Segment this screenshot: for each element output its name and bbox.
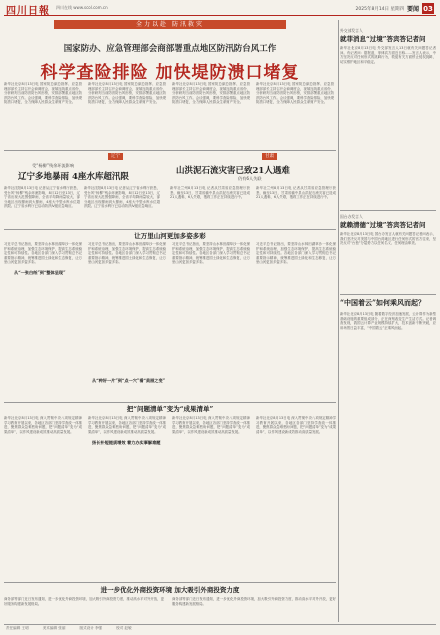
- footer-item: 校对 赵敏: [116, 626, 132, 630]
- lead-body-col-2: 新华社北京8月13日电 国家防总副总指挥、应急管理部部长主持召开会商调度会，视频连线重点省份，分析研判当前防汛防台风形势，安排部署重点地区防汛防台风工作。会议强调，要科学查险排险，加快堤防溃口堵复，全力保障人民群众生命财产安全。: [88, 82, 166, 105]
- article3-body-col-2: 新华社北京8月13日电 深入贯彻中央八项规定精神学习教育开展以来，各地区各部门坚持学查改一体推进，聚焦群众急难愁盼问题，把“问题清单”变为“成果清单”，以作风建设新成效推动高质量发展。: [88, 416, 166, 434]
- lead-body-col-3: 新华社北京8月13日电 国家防总副总指挥、应急管理部部长主持召开会商调度会，视频连线重点省份，分析研判当前防汛防台风形势，安排部署重点地区防汛防台风工作。会议强调，要科学查险排险，加快堤防溃口堵复，全力保障人民群众生命财产安全。: [172, 82, 250, 105]
- gansu-tag: 甘肃: [262, 153, 277, 160]
- right-article2-body: 新华社北京8月13日电 国台办发言人就有关问题答记者问表示，我们坚决反对美国与中国台湾地区进行任何形式的官方往来，坚决反对“台独”分裂势力以任何名义、任何理由窜美。: [340, 232, 436, 246]
- right-article2-title: 就赖清德“过境”答宾答记者问: [340, 221, 426, 229]
- article2-subtitle-1: 从“一张白纸”到“整体呈现”: [14, 270, 66, 275]
- liaoning-tag: 辽宁: [108, 153, 123, 160]
- divider: [4, 150, 336, 151]
- article2-body-col-1: 习近平总书记指出，要坚持山水林田湖草沙一体化保护和系统治理，加强生态环境保护，提高生态系统稳定性和可持续性。各地区各部门深入学习贯彻总书记重要指示精神，统筹推进国土绿化和生态修复，让万里山河更加多姿多彩。: [4, 242, 82, 265]
- divider: [4, 402, 336, 403]
- lead-headline: 科学查险排险 加快堤防溃口堵复: [40, 63, 300, 83]
- article2-subtitle-2: 从“种好一片”到“点一穴”看“美丽之变”: [92, 378, 166, 383]
- gansu-title: 山洪泥石流灾害已致21人遇难: [176, 166, 290, 176]
- section-name: 要闻: [406, 6, 419, 13]
- article4-title: 进一步优化外商投资环境 加大吸引外商投资力度: [100, 586, 240, 594]
- header-right: [356, 3, 435, 14]
- divider: [4, 582, 336, 583]
- liaoning-title: 辽宁多地暴雨 4座水库超汛限: [18, 172, 129, 182]
- article3-title: 把“问题清单”变为“成果清单”: [126, 405, 214, 413]
- article4-body-col-2: 商务部等部门近日发布通知，进一步优化外商投资环境，加大吸引外商投资力度，推动高水平对外开放，更好服务构建新发展格局。: [172, 597, 336, 606]
- article2-body-col-4: 习近平总书记指出，要坚持山水林田湖草沙一体化保护和系统治理，加强生态环境保护，提高生态系统稳定性和可持续性。各地区各部门深入学习贯彻总书记重要指示精神，统筹推进国土绿化和生态修复，让万里山河更加多姿多彩。: [256, 242, 336, 265]
- divider: [340, 294, 436, 295]
- right-article2-kicker: 国台办发言人: [340, 214, 363, 219]
- footer-item: 美术编辑 张丽: [42, 626, 66, 630]
- article4-body-col-1: 商务部等部门近日发布通知，进一步优化外商投资环境，加大吸引外商投资力度，推动高水平对外开放，更好服务构建新发展格局。: [4, 597, 164, 606]
- lead-article: [4, 20, 336, 148]
- lead-kicker: 国家防办、应急管理部会商部署重点地区防汛防台风工作: [63, 44, 277, 54]
- right-article1-body: 新华社北京8月13日电 外交部发言人13日就有关问题答记者问。有记者问：据报道，菲律宾方面近日称……发言人表示，中方坚决反对任何形式的挑衅行为，敦促有关方面停止侵权挑衅，切实维护地区和平稳定。: [340, 46, 436, 64]
- footer-item: 责任编辑 王明: [6, 626, 29, 630]
- article2-body-col-3: 习近平总书记指出，要坚持山水林田湖草沙一体化保护和系统治理，加强生态环境保护，提高生态系统稳定性和可持续性。各地区各部门深入学习贯彻总书记重要指示精神，统筹推进国土绿化和生态修复，让万里山河更加多姿多彩。: [172, 242, 250, 265]
- gansu-body-col-2: 新华社兰州8月13日电 记者从甘肃省应急管理厅获悉，截至13日，甘肃省榆中县山洪泥石流灾害已造成21人遇难、6人失联，搜救工作正在持续进行中。: [256, 186, 336, 200]
- divider: [4, 229, 336, 230]
- gansu-kicker: 仍有6人失联: [238, 176, 262, 181]
- right-article3-body: 新华社北京8月13日电 随着数字经济加速发展，云计算作为新型基础设施的重要组成部分，正在深刻改变生产生活方式。记者调查发现，我国云计算产业规模持续扩大，技术创新不断突破，应用场景日益丰富，“中国着云”正乘风而起。: [340, 312, 436, 330]
- article3-body-col-3: 新华社北京8月13日电 深入贯彻中央八项规定精神学习教育开展以来，各地区各部门坚持学查改一体推进，聚焦群众急难愁盼问题，把“问题清单”变为“成果清单”，以作风建设新成效推动高质量发展。: [172, 416, 250, 434]
- lead-banner: 全力以赴 防汛救灾: [54, 20, 286, 29]
- right-article3-title: “中国着云”如何乘风而起？: [340, 298, 426, 307]
- right-article1-kicker: 外交部发言人: [340, 28, 363, 33]
- footer-item: 版式设计 李强: [79, 626, 103, 630]
- newspaper-logo: 四川日報: [6, 6, 50, 17]
- divider: [340, 210, 436, 211]
- liaoning-kicker: 受“杨柳”残余环流影响: [32, 163, 75, 168]
- masthead: [4, 2, 436, 16]
- liaoning-body-col-1: 新华社沈阳8月13日电 记者从辽宁省水利厅获悉，受台风“杨柳”残余环流影响，8月12日至13日，辽宁省出现大范围强降雨，全省平均降雨量较大，部分地区出现暴雨到大暴雨，4座大中型水库水位超汛限。辽宁省水利厅已启动防汛Ⅳ级应急响应。: [4, 186, 80, 209]
- page-number: 03: [423, 4, 433, 13]
- column-divider: [338, 20, 339, 622]
- issue-date: 2025年8月14日 星期四: [355, 6, 404, 12]
- right-column: [340, 20, 436, 632]
- right-article1-title: 就菲消息“过境”答宾答记者问: [340, 35, 426, 43]
- gansu-body-col-1: 新华社兰州8月13日电 记者从甘肃省应急管理厅获悉，截至13日，甘肃省榆中县山洪泥石流灾害已造成21人遇难、6人失联，搜救工作正在持续进行中。: [170, 186, 250, 200]
- article3-body-col-4: 新华社北京8月13日电 深入贯彻中央八项规定精神学习教育开展以来，各地区各部门坚持学查改一体推进，聚焦群众急难愁盼问题，把“问题清单”变为“成果清单”，以作风建设新成效推动高质量发展。: [256, 416, 336, 434]
- article3-body-col-1: 新华社北京8月13日电 深入贯彻中央八项规定精神学习教育开展以来，各地区各部门坚持学查改一体推进，聚焦群众急难愁盼问题，把“问题清单”变为“成果清单”，以作风建设新成效推动高质量发展。: [4, 416, 82, 434]
- lead-body-col-1: 新华社北京8月13日电 国家防总副总指挥、应急管理部部长主持召开会商调度会，视频连线重点省份，分析研判当前防汛防台风形势，安排部署重点地区防汛防台风工作。会议强调，要科学查险排险，加快堤防溃口堵复，全力保障人民群众生命财产安全。: [4, 82, 82, 105]
- page-footer: [4, 624, 436, 632]
- site-url: 四川在线 www.scol.com.cn: [56, 5, 108, 10]
- article2-body-col-2: 习近平总书记指出，要坚持山水林田湖草沙一体化保护和系统治理，加强生态环境保护，提高生态系统稳定性和可持续性。各地区各部门深入学习贯彻总书记重要指示精神，统筹推进国土绿化和生态修复，让万里山河更加多姿多彩。: [88, 242, 166, 265]
- article2-title: 让万里山河更加多姿多彩: [134, 232, 206, 240]
- lead-body-col-4: 新华社北京8月13日电 国家防总副总指挥、应急管理部部长主持召开会商调度会，视频连线重点省份，分析研判当前防汛防台风形势，安排部署重点地区防汛防台风工作。会议强调，要科学查险排险，加快堤防溃口堵复，全力保障人民群众生命财产安全。: [256, 82, 334, 105]
- liaoning-body-col-2: 新华社沈阳8月13日电 记者从辽宁省水利厅获悉，受台风“杨柳”残余环流影响，8月12日至13日，辽宁省出现大范围强降雨，全省平均降雨量较大，部分地区出现暴雨到大暴雨，4座大中型水库水位超汛限。辽宁省水利厅已启动防汛Ⅳ级应急响应。: [84, 186, 160, 209]
- article3-subtitle: 扬长补短提质增效 着力办实事解难题: [92, 440, 161, 445]
